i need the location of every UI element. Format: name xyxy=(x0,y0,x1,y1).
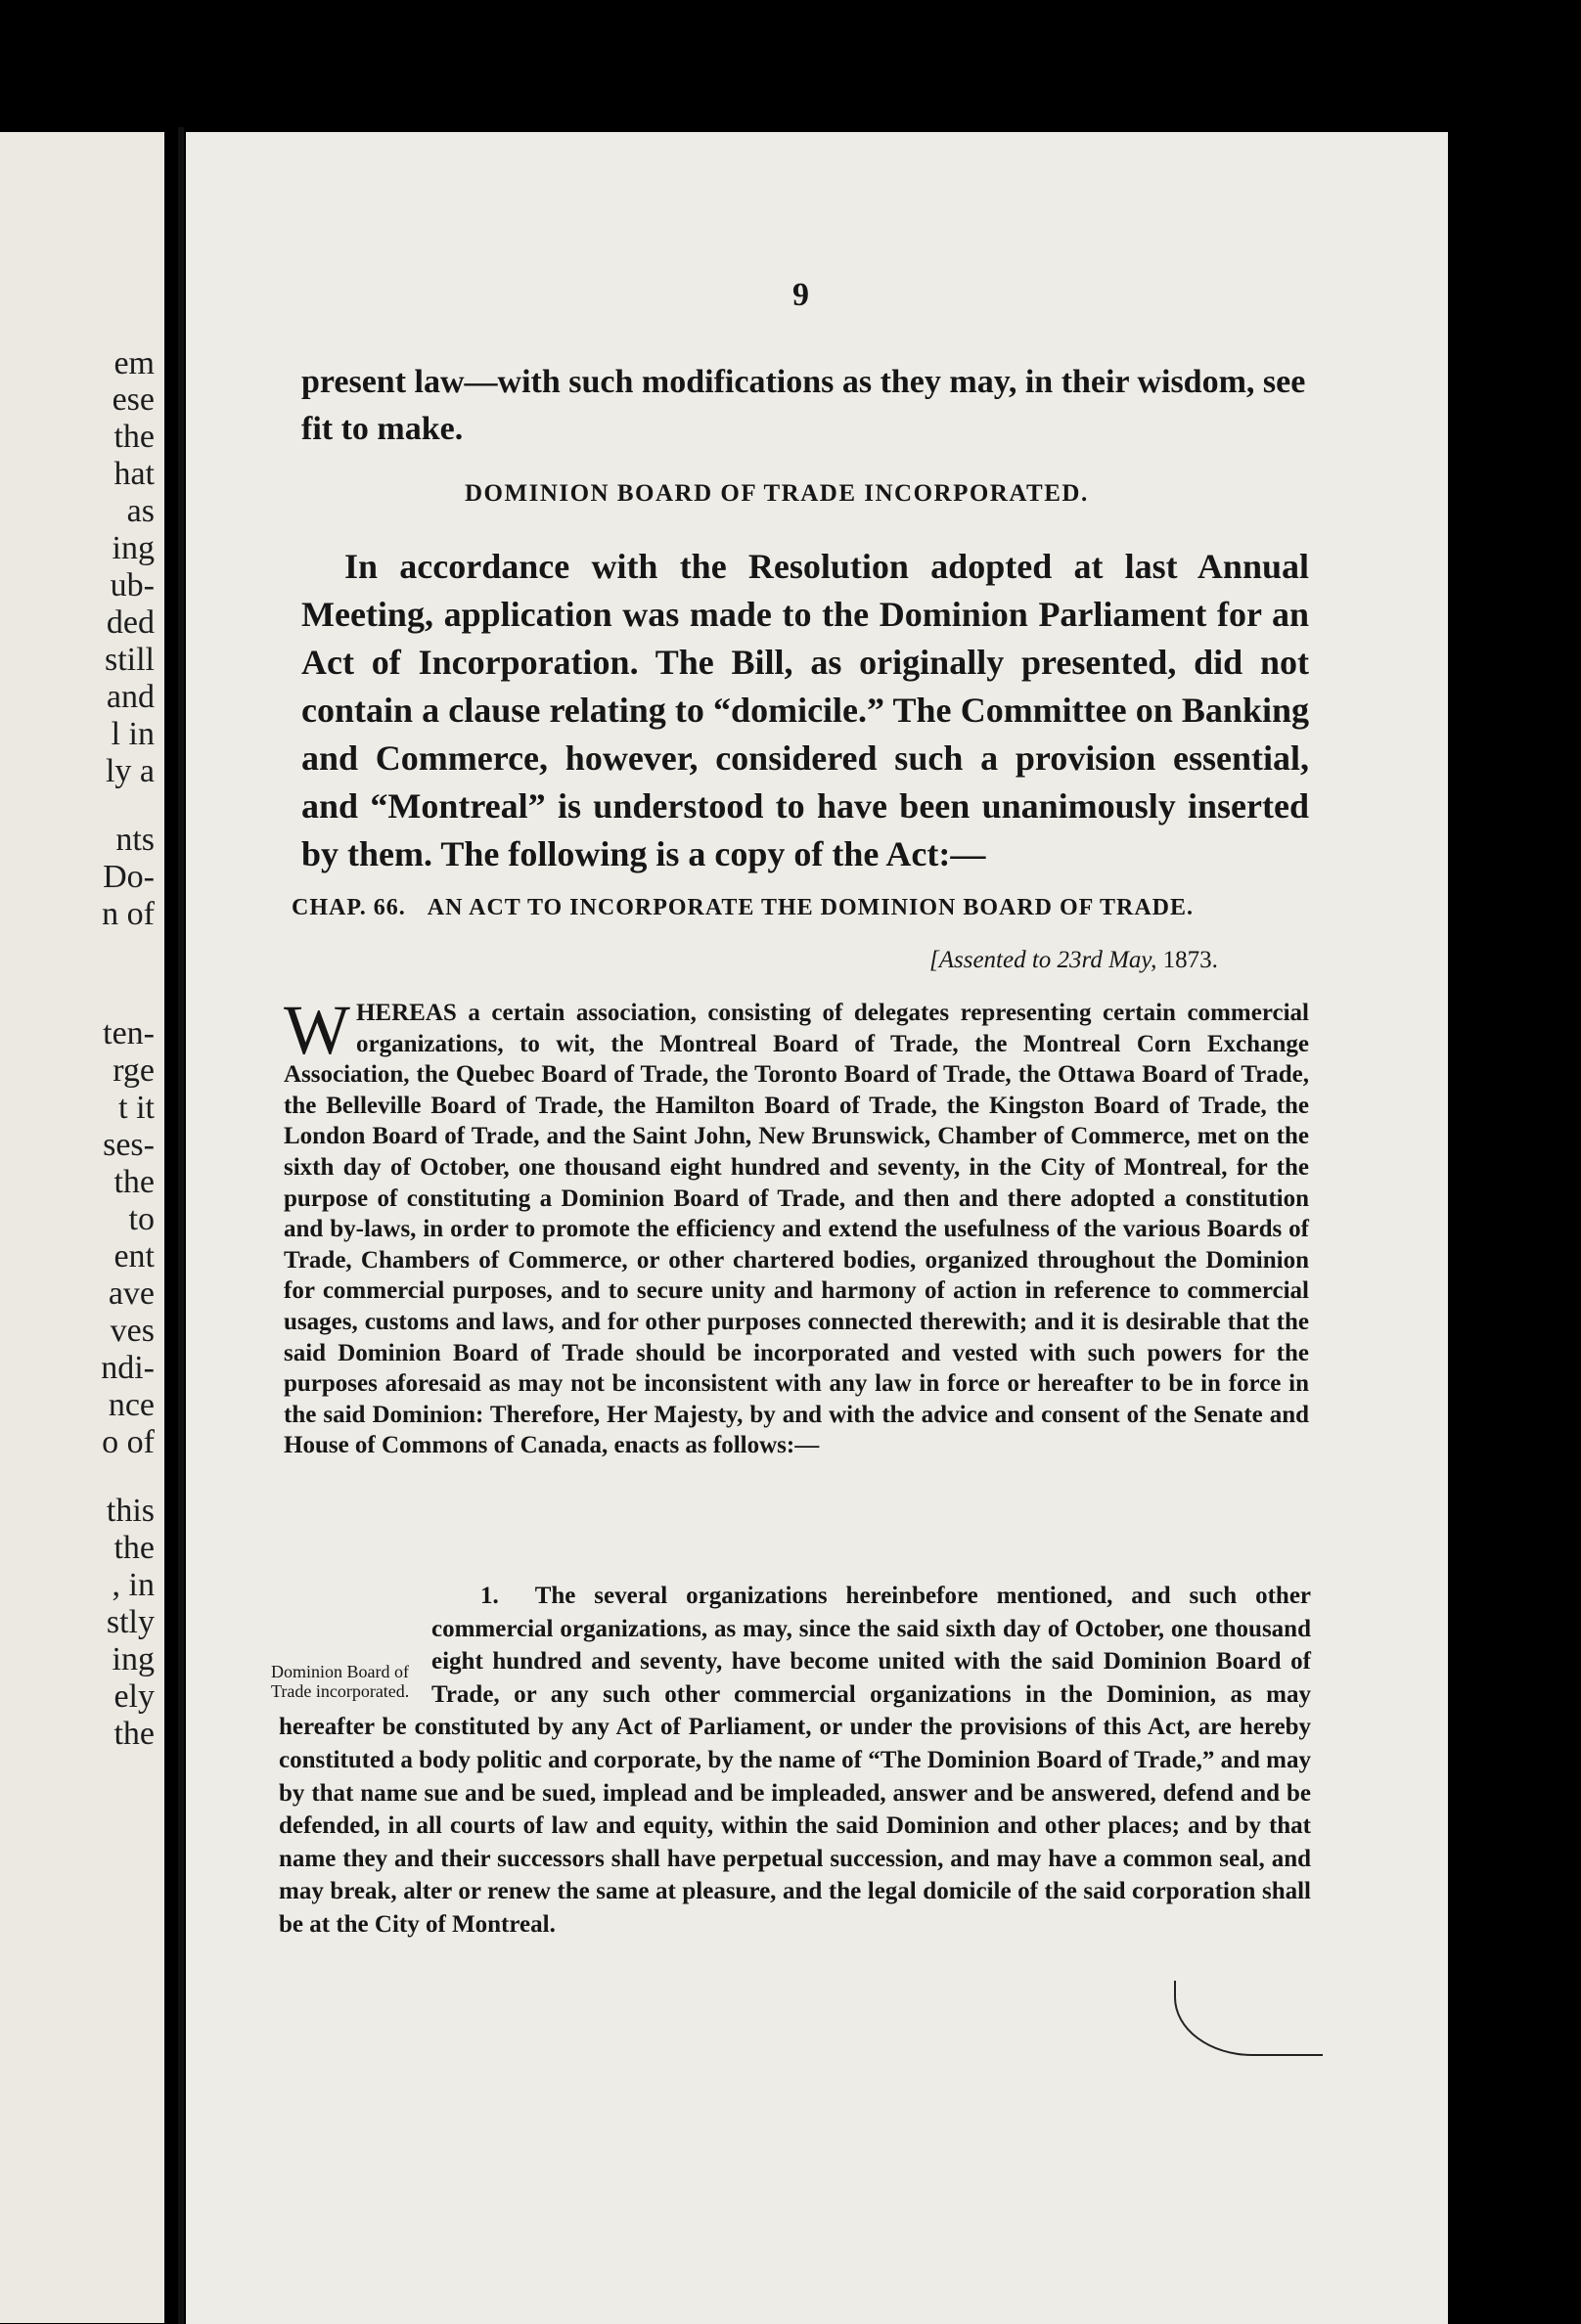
page-gutter xyxy=(178,127,184,2324)
previous-page-fragment: ses- xyxy=(103,1127,155,1163)
act-section-1 xyxy=(271,1580,1312,1942)
previous-page-fragment: to xyxy=(128,1201,155,1237)
previous-page-fragment: hat xyxy=(113,456,155,492)
assent-year: 1873. xyxy=(1162,947,1218,973)
act-preamble xyxy=(284,991,1309,1461)
chapter-number: CHAP. 66. xyxy=(292,895,406,920)
previous-page-fragment: ave xyxy=(108,1275,155,1312)
previous-page-fragment: ten- xyxy=(103,1015,155,1051)
document-page xyxy=(186,132,1448,2324)
previous-page-fragment: rge xyxy=(113,1052,155,1089)
previous-page-fragment: , in xyxy=(112,1567,155,1603)
act-heading xyxy=(292,895,1194,921)
previous-page-fragment: t it xyxy=(118,1090,155,1126)
section-text: The several organizations hereinbefore mentioned, and such other commercial organizations, as may, since the said sixth day of October, one thousand eight hundred and seventy, have become united with the said Dominion Board of Trade, or any such other commercial organizations in the Dominion, as may hereafter be constituted by any Act of Parliament, or under the provisions of this Act, are hereby constituted a body politic and corporate, by the name of “The Dominion Board of Trade,” and may by that name sue and be sued, implead and be impleaded, answer and be answered, defend and be defended, in all courts of law and equity, within the said Dominion and other places; and by that name they and their successors shall have perpetual succession, and may have a common seal, and may break, alter or renew the same at pleasure, and the legal domicile of the said corporation shall be at the City of Montreal. xyxy=(279,1583,1312,1938)
previous-page-fragment: em xyxy=(113,345,155,381)
previous-page-fragment: the xyxy=(113,1530,155,1566)
previous-page-fragment: ly a xyxy=(105,753,155,789)
previous-page-fragment: ely xyxy=(113,1678,155,1715)
previous-page-fragment: o of xyxy=(102,1424,155,1460)
previous-page-fragment: Do- xyxy=(103,859,155,895)
previous-page-fragment: ndi- xyxy=(101,1350,155,1386)
assent-line xyxy=(929,947,1218,974)
previous-page-fragment: the xyxy=(113,1164,155,1200)
assent-label: [Assented to 23rd May, xyxy=(929,947,1157,973)
act-title: AN ACT TO INCORPORATE THE DOMINION BOARD OF TRADE. xyxy=(427,895,1195,920)
previous-page-fragment: still xyxy=(104,642,155,678)
previous-page-fragment: the xyxy=(113,1716,155,1752)
previous-page-fragment: the xyxy=(113,419,155,455)
previous-page-fragment: ded xyxy=(106,604,155,641)
previous-page-fragment: ese xyxy=(112,381,155,418)
previous-page-fragment: ves xyxy=(110,1313,155,1349)
previous-page-fragment: and xyxy=(106,679,155,715)
scan-scratch xyxy=(1174,1981,1323,2056)
previous-page-fragment: ing xyxy=(112,530,155,566)
previous-page-fragment: this xyxy=(106,1493,155,1529)
section-number: 1. xyxy=(480,1583,499,1609)
previous-page-fragment: ub- xyxy=(110,567,155,603)
previous-page-edge xyxy=(0,132,164,2323)
previous-page-fragment: nts xyxy=(115,822,155,858)
section-heading: DOMINION BOARD OF TRADE INCORPORATED. xyxy=(465,480,1089,507)
previous-page-fragment: nce xyxy=(108,1387,155,1423)
previous-page-fragment: n of xyxy=(102,896,155,932)
previous-page-fragment: ing xyxy=(112,1641,155,1677)
preamble-text: HEREAS a certain association, consisting of delegates representing certain commercial organizations, to wit, the Montreal Board of Trade, the Montreal Corn Exchange Association, the Quebec Board of Trade, the Toronto Board of Trade, the Ottawa Board of Trade, the Belleville Board of Trade, the Hamilton Board of Trade, the Kingston Board of Trade, the London Board of Trade, and the Saint John, New Brunswick, Chamber of Commerce, met on the sixth day of October, one thousand eight hundred and seventy, in the City of Montreal, for the purpose of constituting a Dominion Board of Trade, and then and there adopted a constitution and by-laws, in order to promote the efficiency and extend the usefulness of the various Boards of Trade, Chambers of Commerce, or other chartered bodies, organized throughout the Dominion for commercial purposes, and to secure unity and harmony of action in reference to commercial usages, customs and laws, and for other purposes connected therewith; and it is desirable that the said Dominion Board of Trade should be incorporated and vested with such powers for the purposes aforesaid as may not be inconsistent with any law in force or hereafter to be in force in the said Dominion: Therefore, Her Majesty, by and with the advice and consent of the Senate and House of Commons of Canada, enacts as follows:— xyxy=(284,1000,1309,1459)
previous-page-fragment: as xyxy=(126,493,155,529)
page-number: 9 xyxy=(792,277,809,313)
drop-cap: W xyxy=(284,991,350,1069)
intro-text: present law—with such modifications as they may, in their wisdom, see fit to make. xyxy=(301,364,1306,447)
resolution-paragraph: In accordance with the Resolution adopted at last Annual Meeting, application was made to the Dominion Parliament for an Act of Incorporation. The Bill, as originally presented, did not contain a clause relating to “domicile.” The Committee on Banking and Commerce, however, considered such a provision essential, and “Montreal” is understood to have been unanimously inserted by them. The following is a copy of the Act:— xyxy=(301,547,1309,873)
previous-page-fragment: ent xyxy=(113,1238,155,1274)
previous-page-fragment: stly xyxy=(106,1604,155,1640)
margin-note: Dominion Board of Trade incorporated. xyxy=(271,1662,410,1701)
previous-page-fragment: l in xyxy=(111,716,155,752)
